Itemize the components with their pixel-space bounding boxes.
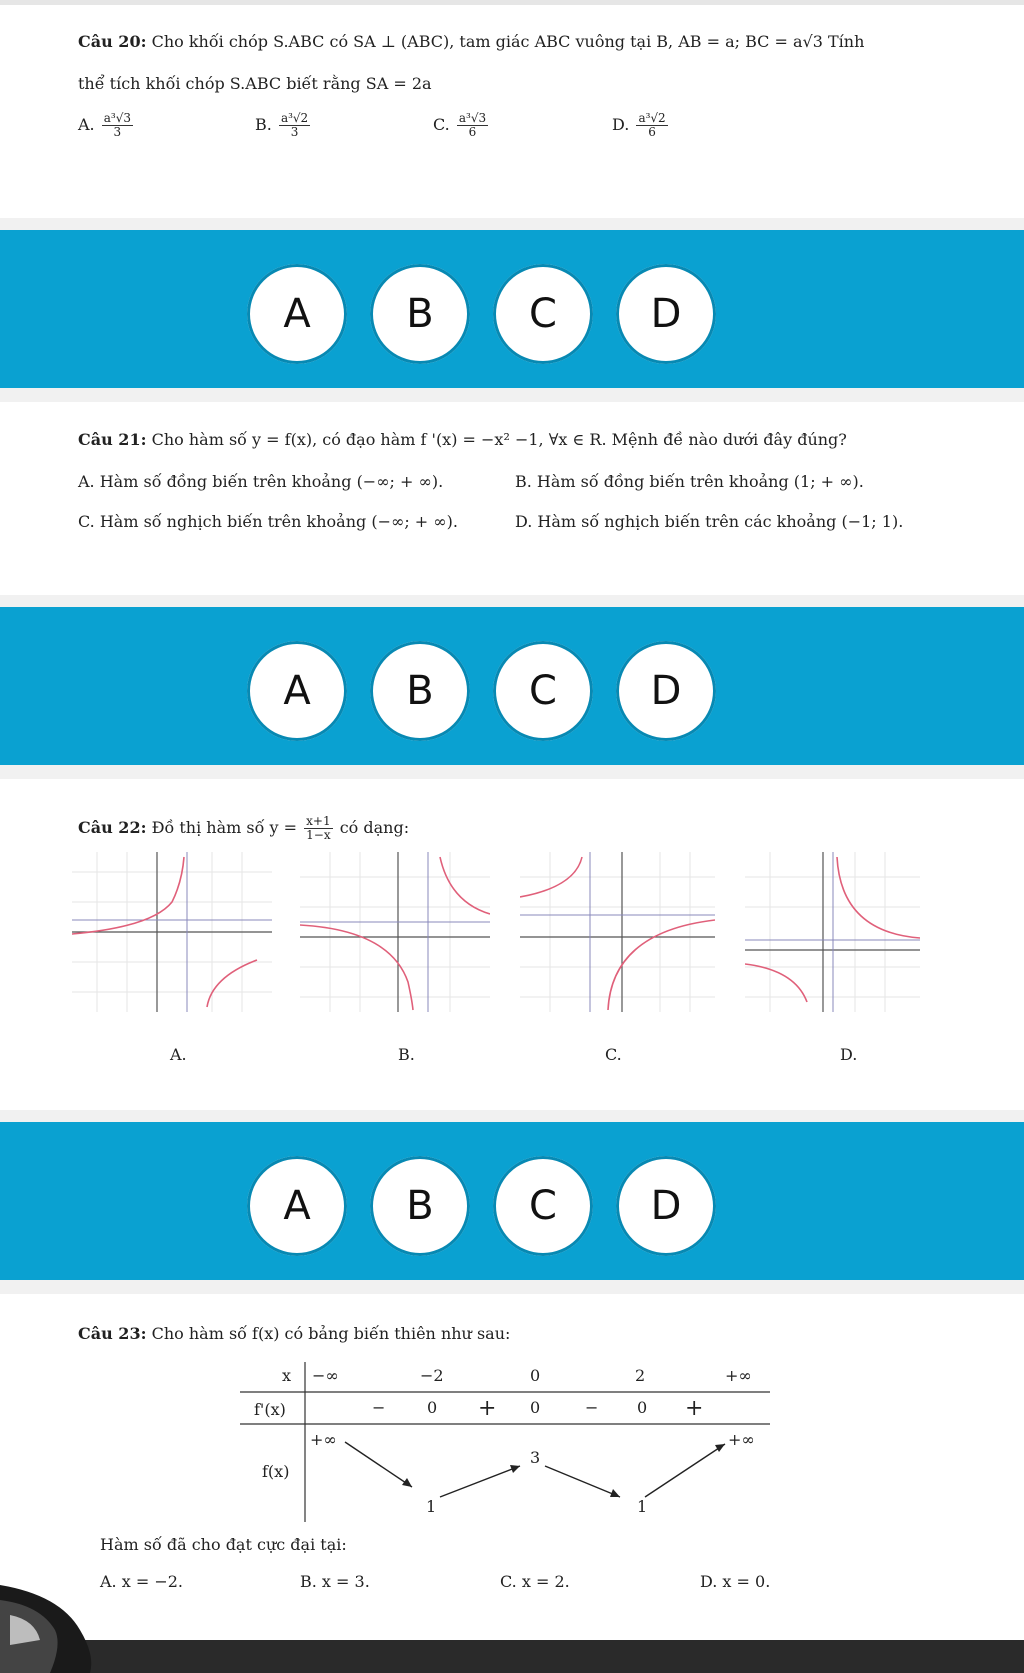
table-x-value: −2 [420,1366,444,1385]
answer-d-button[interactable]: D [616,1156,716,1256]
q23-option-d: D. x = 0. [700,1572,771,1591]
q23-option-c: C. x = 2. [500,1572,570,1591]
q21-option-c: C. Hàm số nghịch biến trên khoảng (−∞; + ∞). [78,512,458,531]
table-fprime-sign: + [478,1396,497,1421]
q21-option-a: A. Hàm số đồng biến trên khoảng (−∞; + ∞). [78,472,444,491]
table-f-value: 1 [637,1497,648,1516]
answer-band-q21 [0,607,1024,765]
table-fprime-sign: + [685,1396,704,1421]
table-fprime-zero: 0 [530,1398,541,1417]
q21-option-b: B. Hàm số đồng biến trên khoảng (1; + ∞). [515,472,864,491]
answer-band-q22 [0,1122,1024,1280]
q23-option-b: B. x = 3. [300,1572,370,1591]
band-separator [0,388,1024,402]
corner-photo-fragment [0,1585,105,1673]
answer-b-button[interactable]: B [370,1156,470,1256]
graph-a [72,852,272,1012]
q20-option-a: A. $\frac{\text{a³√3}}{3}$ [78,111,131,139]
table-f-value: 1 [426,1497,437,1516]
answer-d-button[interactable]: D [616,641,716,741]
answer-d-button[interactable]: D [616,264,716,364]
graph-d [745,852,920,1012]
answer-b-button[interactable]: B [370,641,470,741]
table-x-value: −∞ [312,1366,339,1385]
q23-question: Hàm số đã cho đạt cực đại tại: [100,1535,347,1554]
graph-a-label: A. [170,1045,187,1064]
graph-c [520,852,715,1012]
q20-line1 [78,32,864,51]
top-divider [0,0,1024,5]
answer-a-button[interactable]: A [247,641,347,741]
q20-option-d: D. $\frac{\text{a³√2}}{6}$ [612,111,666,139]
table-fprime-zero: 0 [427,1398,438,1417]
q22-lead: Câu 22: [78,818,147,837]
table-x-value: 2 [635,1366,646,1385]
table-x-label: x [282,1366,292,1385]
table-fprime-sign: − [372,1398,386,1417]
answer-a-button[interactable]: A [247,264,347,364]
answer-b-button[interactable]: B [370,264,470,364]
table-f-value: +∞ [310,1430,337,1449]
q22-line1: Câu 22: Đồ thị hàm số y = $\frac{x+1}{1-x}$ có dạng: [78,814,410,842]
band-separator [0,765,1024,779]
table-fprime-label: f'(x) [254,1400,286,1419]
graph-d-label: D. [840,1045,858,1064]
q20-lead: Câu 20: [78,32,147,51]
q21-option-d: D. Hàm số nghịch biến trên các khoảng (−1; 1). [515,512,904,531]
q20-text1: Cho khối chóp S.ABC có SA ⊥ (ABC), tam giác ABC vuông tại B, AB = a; BC = a√3 Tính [151,32,865,51]
q22-fraction: $\frac{x+1}{1-x}$ [306,814,331,842]
q20-option-b: B. $\frac{\text{a³√2}}{3}$ [255,111,309,139]
table-f-label: f(x) [262,1462,290,1481]
table-f-value: +∞ [728,1430,755,1449]
band-separator [0,1280,1024,1294]
q20-line2: thể tích khối chóp S.ABC biết rằng SA = 2a [78,74,432,93]
answer-c-button[interactable]: C [493,264,593,364]
answer-a-button[interactable]: A [247,1156,347,1256]
graph-b-label: B. [398,1045,415,1064]
table-x-value: 0 [530,1366,541,1385]
footer-bar [0,1640,1024,1673]
table-x-value: +∞ [725,1366,752,1385]
graph-b [300,852,490,1012]
q21-lead: Câu 21: [78,430,147,449]
table-fprime-zero: 0 [637,1398,648,1417]
q23-option-a: A. x = −2. [100,1572,183,1591]
answer-c-button[interactable]: C [493,641,593,741]
q20-option-c: C. $\frac{\text{a³√3}}{6}$ [433,111,487,139]
q23-line1: Câu 23: Cho hàm số f(x) có bảng biến thiên như sau: [78,1324,511,1343]
table-fprime-sign: − [585,1398,599,1417]
variation-table [240,1362,770,1522]
answer-c-button[interactable]: C [493,1156,593,1256]
q23-lead: Câu 23: [78,1324,147,1343]
graph-c-label: C. [605,1045,622,1064]
answer-band-q20 [0,230,1024,388]
q21-line1: Câu 21: Cho hàm số y = f(x), có đạo hàm f '(x) = −x² −1, ∀x ∈ R. Mệnh đề nào dưới đây đúng? [78,430,847,449]
table-f-value: 3 [530,1448,541,1467]
